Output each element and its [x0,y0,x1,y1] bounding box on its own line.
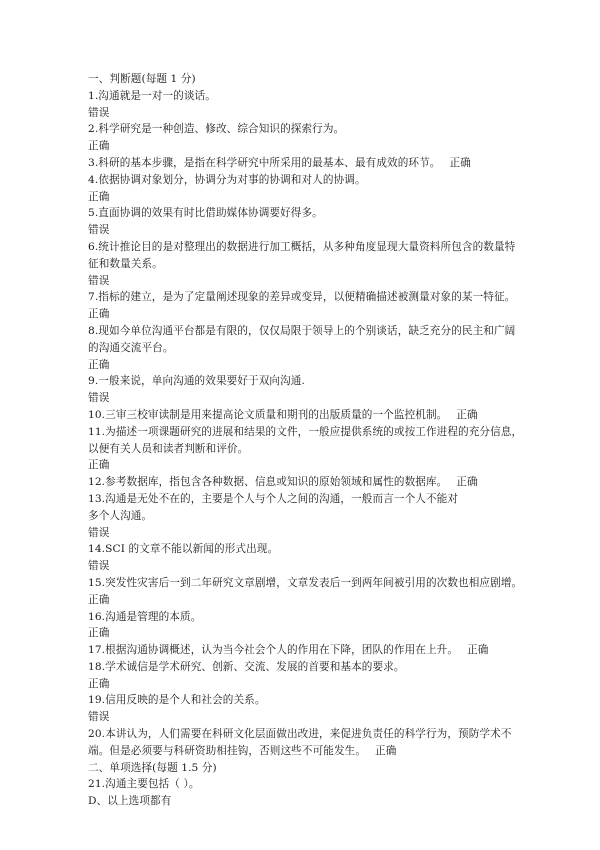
section-heading-single-choice: 二、单项选择(每题 1.5 分) [88,761,217,774]
question-3 [88,155,528,172]
document-page [88,71,528,810]
answer-8: 正确 [88,358,110,371]
answer-21: D、以上选项都有 [88,795,172,808]
question-20-line-2 [88,743,528,760]
answer-4: 正确 [88,190,110,203]
answer-16: 正确 [88,627,110,640]
answer-10: 正确 [456,408,478,421]
answer-19: 错误 [88,711,110,724]
answer-11: 正确 [88,459,110,472]
answer-20: 正确 [375,744,397,757]
answer-6: 错误 [88,274,110,287]
question-8-line-2: 的沟通交流平台。 [88,341,174,354]
question-10-text: 10.三审三校审读制是用来提高论文质量和期刊的出版质量的一个监控机制。 [88,408,448,421]
answer-13: 错误 [88,526,110,539]
answer-7: 正确 [88,308,110,321]
section-heading-judgement: 一、判断题(每题 1 分) [88,73,196,85]
question-20-text: 端。但是必须要与科研资助相挂钩，否则这些不可能发生。 [88,744,367,757]
answer-1: 错误 [88,106,110,119]
answer-17: 正确 [467,644,489,657]
question-12-text: 12.参考数据库，指包含各种数据、信息或知识的原始领域和属性的数据库。 [88,476,448,489]
question-6-line-2: 征和数量关系。 [88,257,163,270]
answer-3: 正确 [449,156,471,169]
answer-9: 错误 [88,392,110,405]
question-3-text: 3.科研的基本步骤，是指在科学研究中所采用的最基本、最有成效的环节。 [88,156,441,169]
question-19: 19.信用反映的是个人和社会的关系。 [88,694,266,707]
question-13-line-1: 13.沟通是无处不在的，主要是个人与个人之间的沟通，一般而言一个人不能对 [88,492,459,505]
question-7: 7.指标的建立，是为了定量阐述现象的差异或变异，以便精确描述被测量对象的某一特征。 [88,291,516,304]
question-12 [88,474,528,491]
question-17-text: 17.根据沟通协调概述，认为当今社会个人的作用在下降，团队的作用在上升。 [88,644,459,657]
question-10 [88,407,528,424]
answer-2: 正确 [88,140,110,153]
question-6-line-1: 6.统计推论目的是对整理出的数据进行加工概括，从多种角度显现大量资料所包含的数量特 [88,240,516,253]
answer-5: 错误 [88,224,110,237]
question-21: 21.沟通主要包括（ ）。 [88,778,200,791]
question-14: 14.SCI 的文章不能以新闻的形式出现。 [88,543,279,556]
question-15: 15.突发性灾害后一到二年研究文章剧增，文章发表后一到两年间被引用的次数也相应剧增。 [88,576,523,589]
question-11-line-1: 11.为描述一项课题研究的进展和结果的文件，一般应提供系统的或按工作进程的充分信息， [88,425,523,438]
question-9: 9.一般来说，单向沟通的效果要好于双向沟通. [88,375,305,388]
question-1: 1.沟通就是一对一的谈话。 [88,89,216,102]
question-4: 4.依据协调对象划分，协调分为对事的协调和对人的协调。 [88,173,366,186]
question-2: 2.科学研究是一种创造、修改、综合知识的探索行为。 [88,123,345,136]
question-16: 16.沟通是管理的本质。 [88,610,202,623]
answer-18: 正确 [88,677,110,690]
question-17 [88,642,528,659]
question-20-line-1: 20.本讲认为，人们需要在科研文化层面做出改进，来促进负责任的科学行为，预防学术不 [88,728,512,741]
question-11-line-2: 以便有关人员和读者判断和评价。 [88,442,249,455]
question-5: 5.直面协调的效果有时比借助媒体协调要好得多。 [88,207,323,220]
answer-15: 正确 [88,593,110,606]
question-18: 18.学术诚信是学术研究、创新、交流、发展的首要和基本的要求。 [88,660,405,673]
answer-12: 正确 [456,476,478,489]
answer-14: 错误 [88,560,110,573]
question-13-line-2: 多个人沟通。 [88,509,153,522]
question-8-line-1: 8.现如今单位沟通平台都是有限的，仅仅局限于领导上的个别谈话，缺乏充分的民主和广阔 [88,324,516,337]
